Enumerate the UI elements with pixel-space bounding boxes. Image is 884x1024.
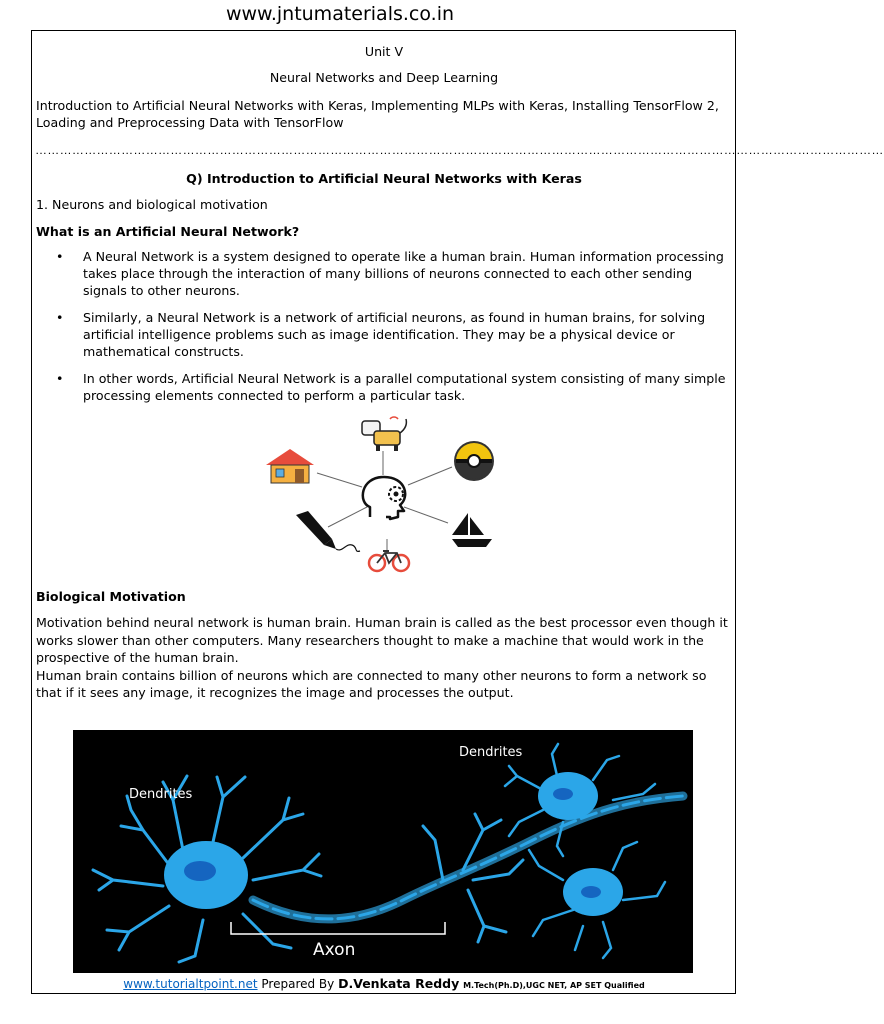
bio-paragraph: Motivation behind neural network is human brain. Human brain is called as the best processor even though it works slower than other computers. Many researchers thought to make a machine that would work in the prospective of the human brain. [36,615,728,665]
ann-concept-diagram [262,415,506,575]
bullet-list [36,248,726,414]
footer-qualification: M.Tech(Ph.D),UGC NET, AP SET Qualified [463,981,645,990]
left-nucleus [184,861,216,881]
dendrites-label-right: Dendrites [459,745,523,760]
ball-icon [454,441,494,481]
right-top-nucleus [553,788,573,800]
sailboat-icon [452,513,492,547]
robot-dog-icon [362,417,406,451]
dendrites-label-left: Dendrites [129,787,193,802]
footer-author: D.Venkata Reddy [338,976,460,991]
right-bottom-nucleus [581,886,601,898]
bio-heading: Biological Motivation [36,589,186,604]
house-icon [266,449,314,483]
page-footer [0,976,768,991]
bicycle-icon [369,551,409,571]
section-heading: 1. Neurons and biological motivation [36,197,268,212]
what-heading: What is an Artificial Neural Network? [36,224,300,239]
footer-link[interactable]: www.tutorialtpoint.net [123,977,258,991]
syllabus-text: Introduction to Artificial Neural Networks with Keras, Implementing MLPs with Keras, Installing TensorFlow 2, Loading and Preprocessing Data with TensorFlow [36,98,719,130]
pen-icon [296,511,360,551]
question-heading: Q) Introduction to Artificial Neural Networks with Keras [186,171,582,186]
brain-head-icon [363,477,405,519]
bullet-item: • In other words, Artificial Neural Network is a parallel computational system consisting of many simple processing elements connected to perform a particular task. [36,370,726,404]
unit-title: Neural Networks and Deep Learning [269,70,499,85]
site-header: www.jntumaterials.co.in [225,3,455,25]
bullet-item: • A Neural Network is a system designed to operate like a human brain. Human information processing takes place through the interaction of many billions of neurons connected to each other sending signals to other neurons. [36,248,726,299]
bio-paragraph: Human brain contains billion of neurons which are connected to many other neurons to form a network so that if it sees any image, it recognizes the image and processes the output. [36,667,707,700]
bio-text [36,614,732,702]
neuron-image [73,730,693,973]
unit-label: Unit V [364,44,404,59]
axon-label: Axon [313,940,356,960]
separator-line: ……………………………………………………………………………………………………………………………………………………………………………………… [35,143,884,157]
bullet-item: • Similarly, a Neural Network is a network of artificial neurons, as found in human brains, for solving artificial intelligence problems such as image identification. They may be a physical device or mathematical constructs. [36,309,726,360]
footer-prepared-by: Prepared By [261,977,335,991]
